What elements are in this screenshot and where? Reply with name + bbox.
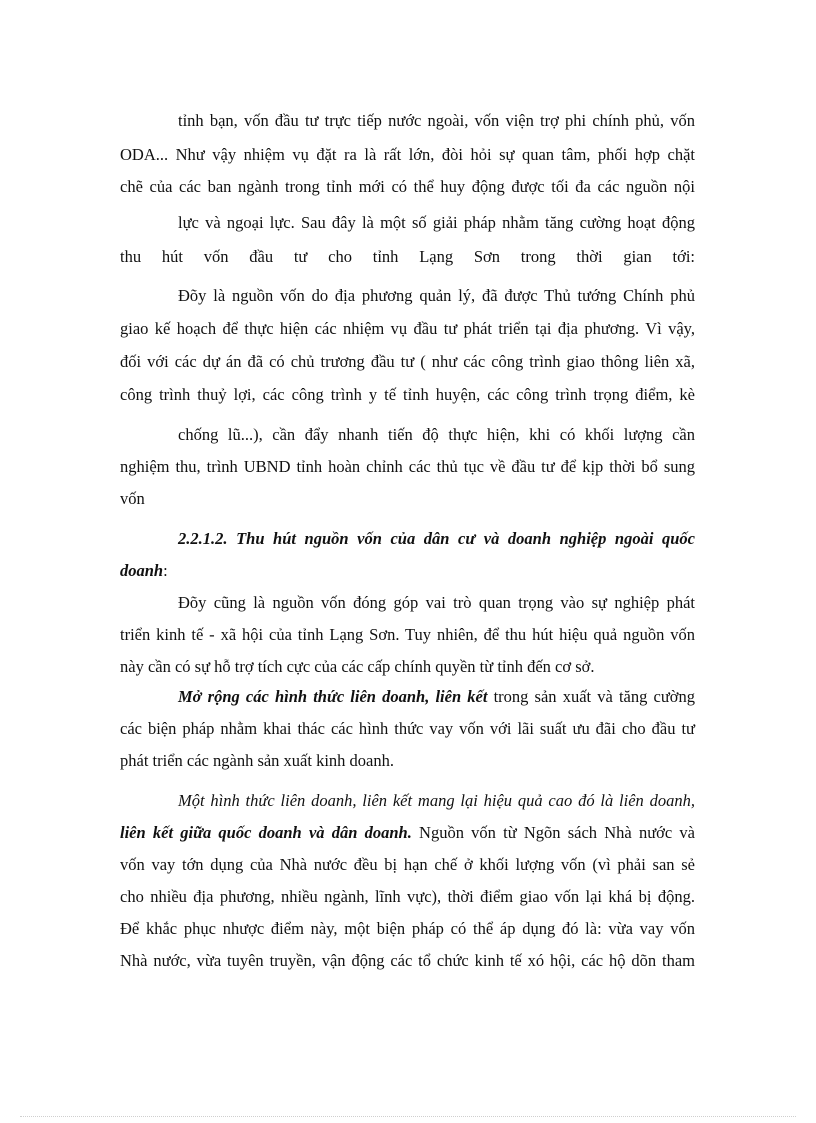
text-line: các biện pháp nhằm khai thác các hình thức vay vốn với lãi suất ưu đãi cho đầu tư xyxy=(120,719,695,738)
text-line: này cần có sự hỗ trợ tích cực của các cấp chính quyền từ tỉnh đến cơ sở. xyxy=(120,657,595,676)
text-line: Nhà nước, vừa tuyên truyền, vận động các tổ chức kinh tế xó hội, các hộ dõn tham xyxy=(120,951,695,970)
text-line: phát triển các ngành sản xuất kinh doanh. xyxy=(120,751,394,770)
emphasis-text: liên kết giữa quốc doanh và dân doanh. xyxy=(120,823,412,842)
text-line: tỉnh bạn, vốn đầu tư trực tiếp nước ngoài, vốn viện trợ phi chính phủ, vốn xyxy=(178,111,695,130)
text-line: đối với các dự án đã có chủ trương đầu tư ( như các công trình giao thông liên xã, xyxy=(120,352,695,371)
page-bottom-divider xyxy=(20,1116,796,1117)
text-line: Một hình thức liên doanh, liên kết mang lại hiệu quả cao đó là liên doanh, xyxy=(178,791,695,810)
text-line xyxy=(178,686,695,708)
text-line: chống lũ...), cần đẩy nhanh tiến độ thực hiện, khi có khối lượng cần xyxy=(178,425,695,444)
text-line: thu hút vốn đầu tư cho tỉnh Lạng Sơn trong thời gian tới: xyxy=(120,247,695,266)
text-line: Đõy cũng là nguồn vốn đóng góp vai trò quan trọng vào sự nghiệp phát xyxy=(178,593,695,612)
text-line: cho nhiều địa phương, nhiều ngành, lĩnh vực), thời điểm giao vốn lại khá bị động. xyxy=(120,887,695,906)
text-line xyxy=(120,822,695,844)
text-line: vốn vay tớn dụng của Nhà nước đều bị hạn chế ở khối lượng vốn (vì phải san sẻ xyxy=(120,855,695,874)
text-line: giao kế hoạch để thực hiện các nhiệm vụ đầu tư phát triển tại địa phương. Vì vậy, xyxy=(120,319,695,338)
text-line: Để khắc phục nhược điểm này, một biện pháp có thể áp dụng đó là: vừa vay vốn xyxy=(120,919,695,938)
text-line: công trình thuỷ lợi, các công trình y tế tỉnh huyện, các công trình trọng điểm, kè xyxy=(120,385,695,404)
text-line: triển kinh tế - xã hội của tỉnh Lạng Sơn. Tuy nhiên, để thu hút hiệu quả nguồn vốn xyxy=(120,625,695,644)
text-span: trong sản xuất và tăng cường xyxy=(487,687,695,706)
text-line: nghiệm thu, trình UBND tỉnh hoàn chỉnh các thủ tục về đầu tư để kịp thời bổ sung xyxy=(120,457,695,476)
text-line: ODA... Như vậy nhiệm vụ đặt ra là rất lớn, đòi hỏi sự quan tâm, phối hợp chặt xyxy=(120,145,695,164)
section-heading-cont xyxy=(120,560,695,582)
text-line: chẽ của các ban ngành trong tỉnh mới có thể huy động được tối đa các nguồn nội xyxy=(120,177,695,196)
emphasis-text: Mở rộng các hình thức liên doanh, liên kết xyxy=(178,687,488,706)
section-heading: 2.2.1.2. Thu hút nguồn vốn của dân cư và doanh nghiệp ngoài quốc xyxy=(178,529,695,548)
text-span: Nguồn vốn từ Ngõn sách Nhà nước và xyxy=(411,823,695,842)
heading-word: doanh xyxy=(120,561,164,580)
text-line: Đõy là nguồn vốn do địa phương quản lý, đã được Thủ tướng Chính phủ xyxy=(178,286,695,305)
text-line: lực và ngoại lực. Sau đây là một số giải pháp nhằm tăng cường hoạt động xyxy=(178,213,695,232)
text-line: vốn xyxy=(120,489,145,508)
heading-colon: : xyxy=(163,561,168,580)
